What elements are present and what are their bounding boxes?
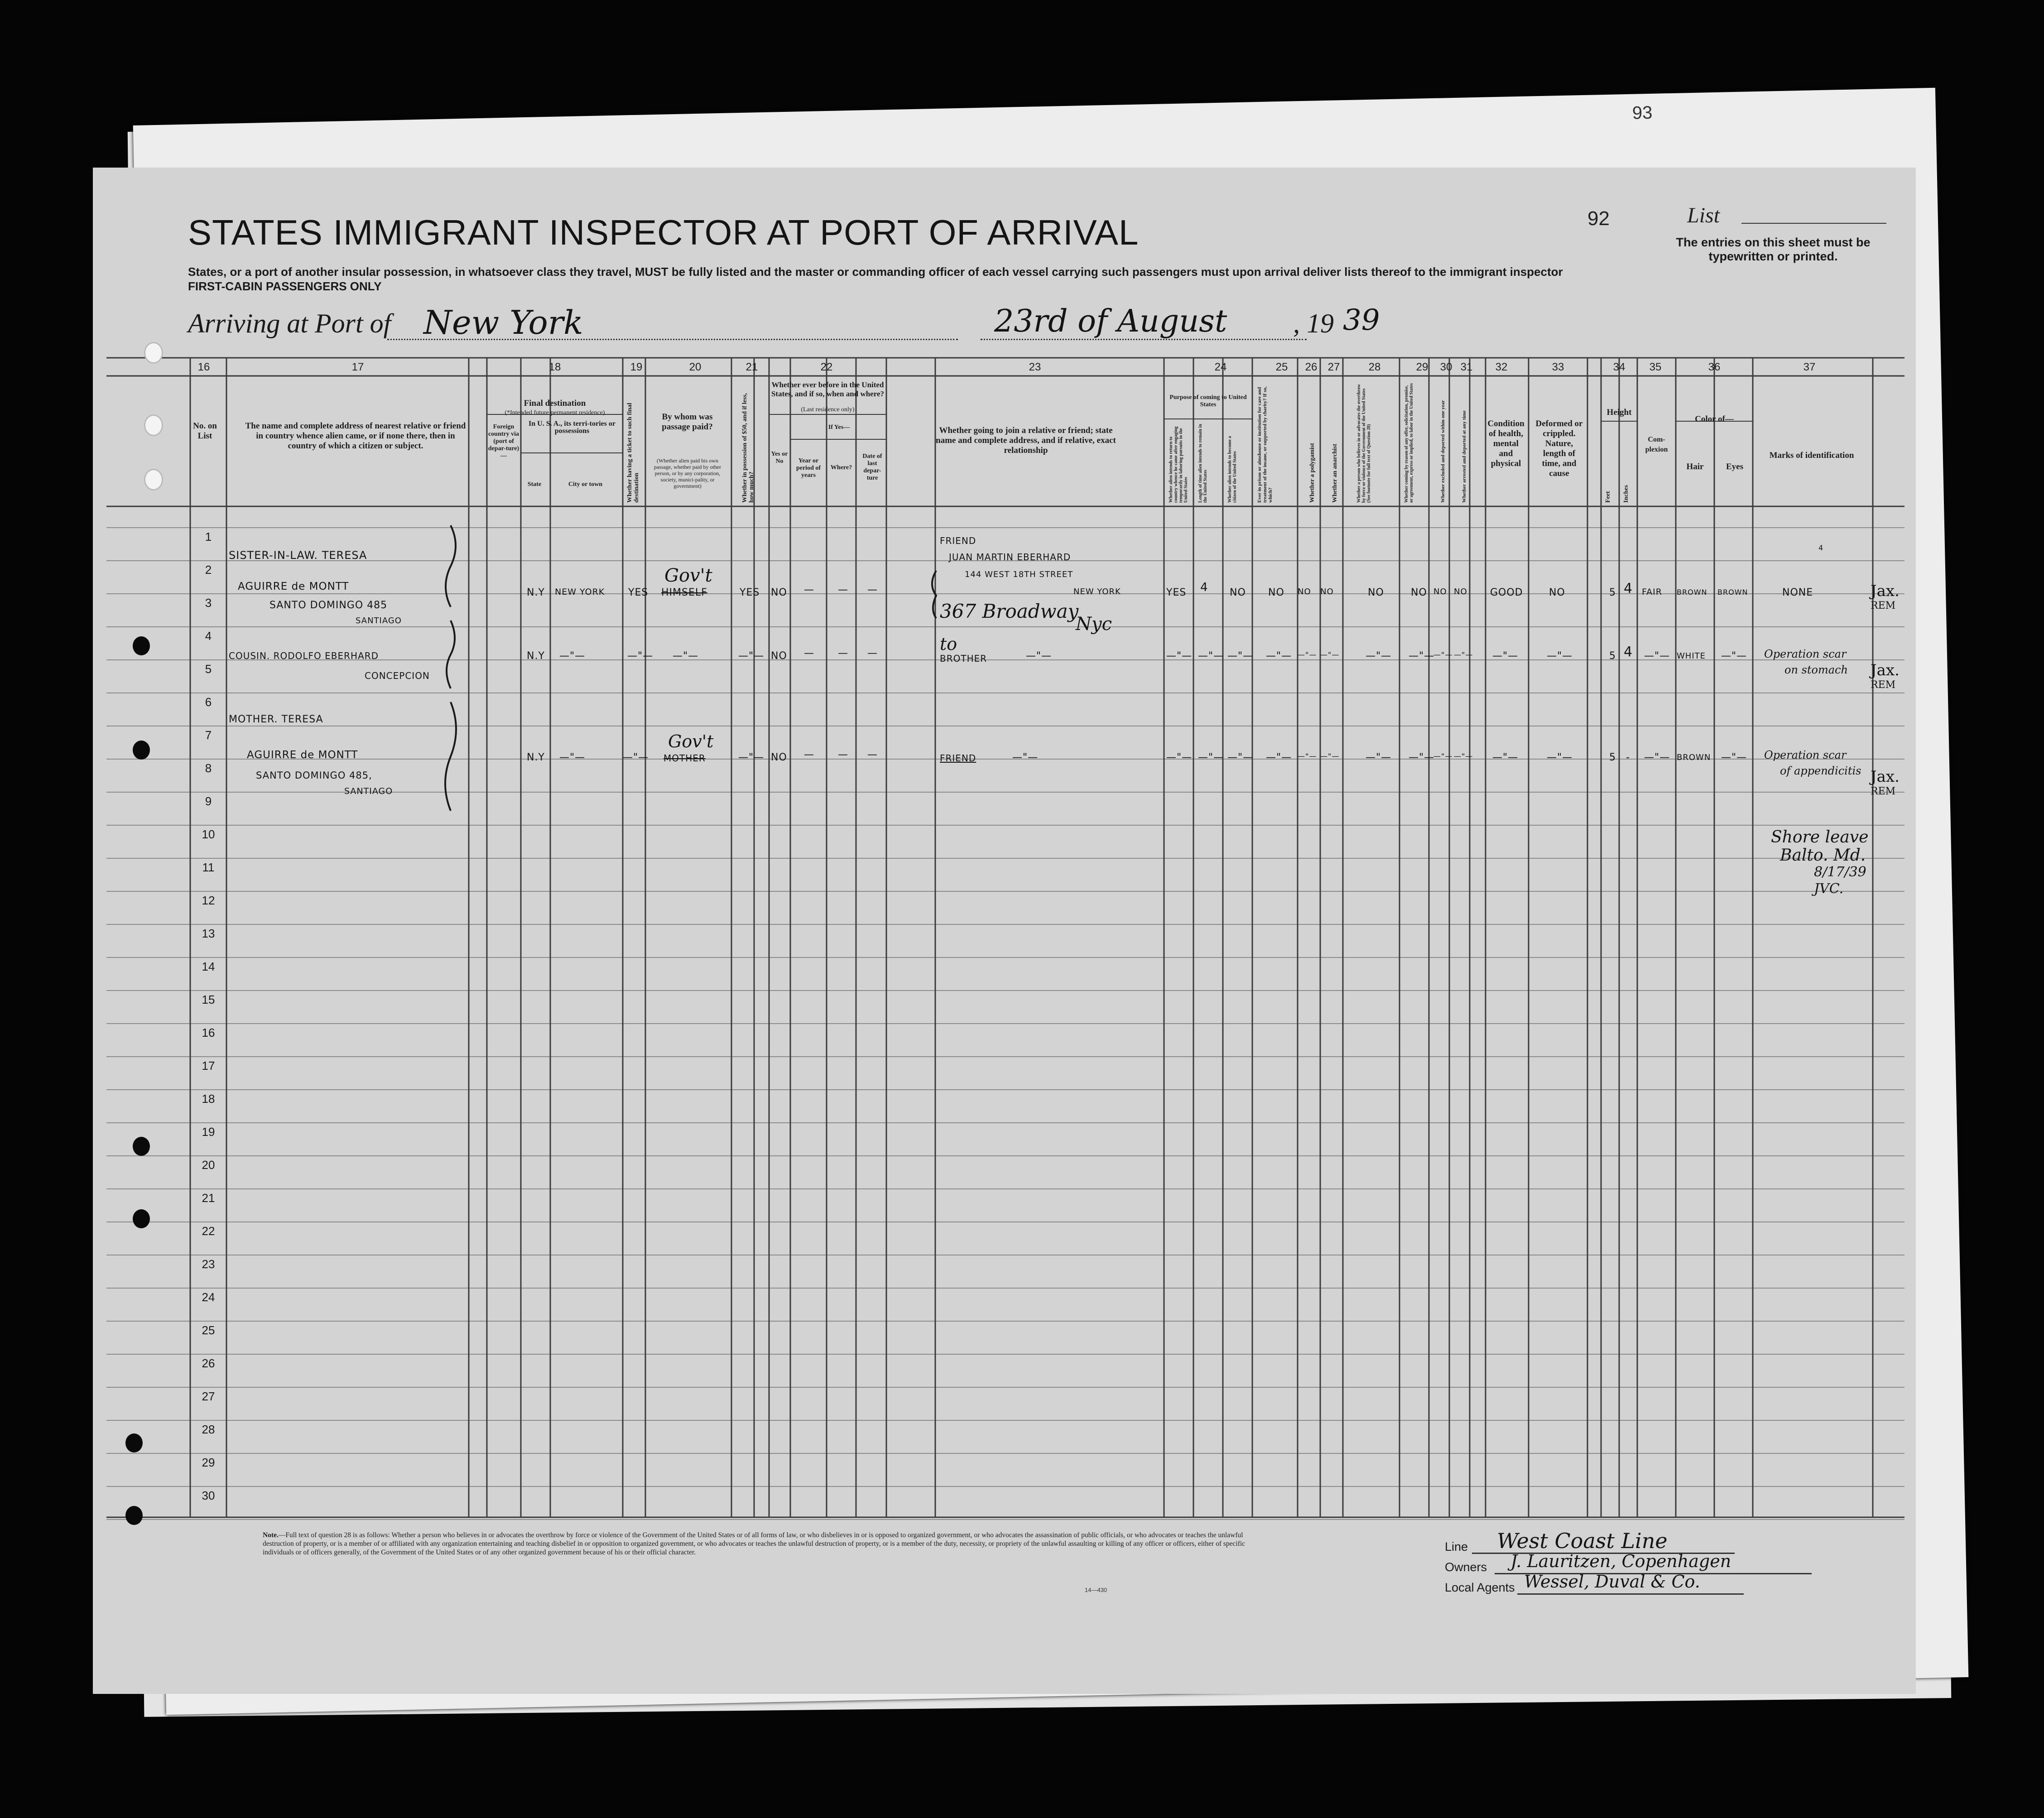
r5-before: NO xyxy=(771,650,787,662)
r7-anar-ditto: —"— xyxy=(1320,752,1340,760)
r7-q30-ditto: —"— xyxy=(1433,752,1453,760)
r3-anarchist: NO xyxy=(1320,587,1334,596)
r7-friend-ditto: —"— xyxy=(1012,752,1039,763)
r3-q31: NO xyxy=(1454,587,1467,596)
row-number: 28 xyxy=(202,1423,215,1436)
r3-paid-by: Gov't xyxy=(664,565,712,586)
row-number: 15 xyxy=(202,993,215,1006)
class-line: FIRST-CABIN PASSENGERS ONLY xyxy=(188,279,382,293)
col-26: 26 xyxy=(1305,361,1318,373)
hdr-foreign-country: Foreign country via (port of depar-ture)— xyxy=(488,423,519,459)
shore-leave-2: Balto. Md. xyxy=(1780,846,1866,865)
binder-hole xyxy=(144,342,163,364)
hdr-date-departure: Date of last depar-ture xyxy=(862,453,882,481)
col-21: 21 xyxy=(745,361,758,373)
r5-dash-1: — xyxy=(804,648,814,659)
line-label: Line xyxy=(1445,1540,1468,1553)
row-number: 23 xyxy=(202,1257,215,1271)
r3-friend-nyc: Nyc xyxy=(1076,614,1112,635)
hdr-final-destination-note: (*Intended future permanent residence) xyxy=(505,409,605,416)
r3-initials: REM xyxy=(1871,600,1896,611)
hdr-28: Whether a person who believes in or advocates the overthrow by force or violence of the Government of the United States (See footnote for full text of Question 28) xyxy=(1356,384,1371,503)
row-number: 24 xyxy=(202,1290,215,1304)
r5-possession-ditto: —"— xyxy=(738,650,765,662)
r5-city-ditto: —"— xyxy=(559,650,586,662)
r7-relative: AGUIRRE de MONTT xyxy=(247,749,358,761)
col-19: 19 xyxy=(630,361,643,373)
page-title: STATES IMMIGRANT INSPECTOR AT PORT OF ARRIVAL xyxy=(188,212,1139,252)
hdr-31: Whether arrested and deported at any time xyxy=(1462,410,1467,503)
row-number: 16 xyxy=(202,1026,215,1039)
r3-prison: NO xyxy=(1268,587,1284,598)
r3-q28: NO xyxy=(1368,587,1384,598)
r5-complexion-ditto: —"— xyxy=(1644,650,1670,662)
row-number: 21 xyxy=(202,1191,215,1205)
r7-deformed-ditto: —"— xyxy=(1547,752,1573,763)
hdr-joining: Whether going to join a relative or friend; state name and complete address, and if relative, exact relationship xyxy=(936,426,1116,455)
r5-dash-3: — xyxy=(867,648,878,659)
hdr-25: Ever in prison or almshouse or institution for care and treatment of the insane, or supported by charity? If so, which? xyxy=(1257,386,1273,503)
r5-length-ditto: —"— xyxy=(1198,650,1224,662)
binder-hole xyxy=(144,469,163,491)
row-number: 19 xyxy=(202,1125,215,1139)
r3-q30: NO xyxy=(1433,587,1447,596)
row-number: 29 xyxy=(202,1456,215,1469)
col-34: 34 xyxy=(1613,361,1626,373)
hdr-city: City or town xyxy=(568,481,603,488)
r7-length-ditto: —"— xyxy=(1198,752,1224,763)
r3-q29: NO xyxy=(1411,587,1427,598)
r5-eyes-ditto: —"— xyxy=(1721,650,1747,662)
sheet-number: 92 xyxy=(1587,207,1610,230)
col-31: 31 xyxy=(1460,361,1473,373)
row-number: 11 xyxy=(202,861,215,874)
r7-possession-ditto: —"— xyxy=(738,752,765,763)
hdr-ever-before: Whether ever before in the United States, and if so, when and where? xyxy=(771,380,885,398)
hdr-27: Whether an anarchist xyxy=(1332,443,1338,503)
r3-dash-1: — xyxy=(804,584,814,596)
hdr-state: State xyxy=(527,481,542,488)
footnote-text: —Full text of question 28 is as follows: Whether a person who believes in or advocates the overthrow by force or violence of the Government of the United States or of all forms of law, or who disbelieves in or is opposed to organized government, or who advocates the assassination of public officials, or who advocates or teaches the unlawful destruction of property, or is a member of or affiliated with any organization entertaining and teaching disbelief in or opposition to organized government, or who advocates or teaches the unlawful destruction of property, or is a member of the duty, necessity, or propriety of the unlawful assaulting or killing of any officer or officers, either of specific individuals or of officers generally, of the Government of the United States or of any other organized government because of his or their official character. xyxy=(263,1531,1246,1556)
r5-friend: BROTHER xyxy=(940,653,987,664)
r5-state: N.Y xyxy=(527,650,545,662)
row-number: 5 xyxy=(205,662,212,676)
r3-eyes: BROWN xyxy=(1717,588,1748,596)
hdr-purpose: Purpose of coming to United States xyxy=(1169,394,1247,408)
binder-hole xyxy=(133,1209,150,1228)
hdr-if-yes: If Yes— xyxy=(828,424,850,431)
row-number: 10 xyxy=(202,827,215,841)
footnote-question-28 xyxy=(263,1531,1259,1557)
r8-relative: SANTO DOMINGO 485, xyxy=(256,770,372,781)
r7-city-ditto: —"— xyxy=(559,752,586,763)
r5-purpose-ditto: —"— xyxy=(1166,650,1193,662)
binder-hole xyxy=(144,414,163,436)
col-35: 35 xyxy=(1649,361,1662,373)
hdr-30: Whether excluded and deported within one year xyxy=(1440,400,1446,503)
col-32: 32 xyxy=(1495,361,1508,373)
r7-citizen-ditto: —"— xyxy=(1227,752,1254,763)
row-number: 17 xyxy=(202,1059,215,1073)
r5-prison-ditto: —"— xyxy=(1266,650,1292,662)
row-number: 2 xyxy=(205,563,212,577)
r7-feet: 5 xyxy=(1609,752,1616,763)
r5-deformed-ditto: —"— xyxy=(1547,650,1573,662)
binder-hole xyxy=(133,636,150,655)
row-number: 12 xyxy=(202,894,215,907)
r2-friend-city: NEW YORK xyxy=(1073,587,1121,596)
row-number: 3 xyxy=(205,596,212,610)
footnote-lead: Note. xyxy=(263,1531,279,1539)
r3-deformed: NO xyxy=(1549,587,1565,598)
hdr-24c: Whether alien intends to become a citizen of the United States xyxy=(1227,436,1237,503)
col-36: 36 xyxy=(1708,361,1721,373)
r5-poly-ditto: —"— xyxy=(1298,650,1317,659)
row-number: 14 xyxy=(202,960,215,973)
row-number: 1 xyxy=(205,530,212,543)
r8b-relative: SANTIAGO xyxy=(344,786,393,796)
r5-relative: CONCEPCION xyxy=(365,670,430,681)
col-27: 27 xyxy=(1327,361,1340,373)
r5-feet: 5 xyxy=(1609,650,1616,662)
list-label: List xyxy=(1687,203,1720,227)
row-number: 4 xyxy=(205,629,212,643)
r3-relative: SANTO DOMINGO 485 xyxy=(269,600,388,611)
hdr-passage-paid: By whom was passage paid? xyxy=(662,412,713,432)
r7-marks-1: Operation scar xyxy=(1764,749,1847,761)
r3-citizen: NO xyxy=(1230,587,1246,598)
col-22: 22 xyxy=(820,361,833,373)
r5-health-ditto: —"— xyxy=(1492,650,1519,662)
hdr-final-destination: Final destination xyxy=(524,399,586,408)
r5-initials: REM xyxy=(1871,679,1896,691)
owners-value: J. Lauritzen, Copenhagen xyxy=(1510,1551,1731,1571)
hdr-24b: Length of time alien intends to remain in the United States xyxy=(1198,424,1208,503)
hdr-24a: Whether alien intends to return to country whence he came after engaging temporarily in laboring pursuits in the United States xyxy=(1169,426,1188,503)
hdr-height: Height xyxy=(1606,408,1632,417)
r3-polygamist: NO xyxy=(1298,587,1311,596)
r3-marks: NONE xyxy=(1782,587,1813,598)
hdr-nearest-relative: The name and complete address of nearest relative or friend in country whence alien came, or if none there, then in country of which a citizen or subject. xyxy=(245,421,466,451)
r3b-relative: SANTIAGO xyxy=(356,616,402,625)
back-sheet-number: 93 xyxy=(1632,102,1653,123)
r2-friend-address: 144 WEST 18TH STREET xyxy=(965,570,1073,579)
r7-friend: FRIEND xyxy=(940,753,976,764)
r7-purpose-ditto: —"— xyxy=(1166,752,1193,763)
r3-before: NO xyxy=(771,587,787,598)
r7-eyes-ditto: —"— xyxy=(1721,752,1747,763)
r7-q31-ditto: —"— xyxy=(1454,752,1473,760)
r5-marks-1: Operation scar xyxy=(1764,648,1847,660)
row-number: 30 xyxy=(202,1489,215,1502)
hdr-in-usa: In U. S. A., its terri-tories or possessions xyxy=(529,420,616,435)
r5-marks-2: on stomach xyxy=(1784,664,1848,676)
row-number: 27 xyxy=(202,1390,215,1403)
r7-state: N.Y xyxy=(527,752,545,763)
r7-dash-2: — xyxy=(838,749,848,760)
r3-length: 4 xyxy=(1200,581,1208,594)
r7-complexion-ditto: —"— xyxy=(1644,752,1670,763)
row-number: 6 xyxy=(205,695,212,709)
r7-q29-ditto: —"— xyxy=(1409,752,1435,763)
r5-dash-2: — xyxy=(838,648,848,659)
hdr-eyes: Eyes xyxy=(1726,462,1743,471)
agents-label: Local Agents xyxy=(1445,1581,1515,1594)
r5-jax: Jax. xyxy=(1871,661,1900,679)
hdr-deformed: Deformed or crippled. Nature, length of time, and cause xyxy=(1535,419,1583,478)
r2-friend: JUAN MARTIN EBERHARD xyxy=(949,552,1071,563)
r5-paid-ditto: —"— xyxy=(673,650,699,662)
r5-q30-ditto: —"— xyxy=(1433,650,1453,659)
binder-hole xyxy=(125,1506,143,1525)
hdr-complexion: Com-plexion xyxy=(1645,436,1668,453)
r3-state: N.Y xyxy=(527,587,545,598)
r5-friend-ditto: —"— xyxy=(1026,650,1052,662)
r3-feet: 5 xyxy=(1609,587,1616,598)
r7-paid-struck: MOTHER xyxy=(664,753,706,764)
year-value: 39 xyxy=(1343,303,1380,337)
shore-leave-3: 8/17/39 xyxy=(1814,864,1866,880)
r4-to: to xyxy=(940,634,957,654)
row-number: 20 xyxy=(202,1158,215,1172)
r3-city: NEW YORK xyxy=(555,587,605,597)
r6-relative: MOTHER. TERESA xyxy=(229,714,323,725)
agents-value: Wessel, Duval & Co. xyxy=(1524,1572,1700,1592)
r5-inches: 4 xyxy=(1624,644,1633,660)
r7-dash-3: — xyxy=(867,749,878,760)
hdr-year-period: Year or period of years xyxy=(796,457,821,479)
row-number: 26 xyxy=(202,1356,215,1370)
r5-q29-ditto: —"— xyxy=(1409,650,1435,662)
r3-jax: Jax. xyxy=(1871,582,1900,600)
r3-inches: 4 xyxy=(1624,581,1633,596)
col-33: 33 xyxy=(1552,361,1564,373)
date-value: 23rd of August xyxy=(994,303,1227,339)
instructions-line: States, or a port of another insular possession, in whatsoever class they travel, MUST be fully listed and the master or commanding officer of each vessel carrying such passengers must upon arrival deliver lists thereof to the immigrant inspector xyxy=(188,265,1563,279)
row-number: 13 xyxy=(202,927,215,940)
r5-q31-ditto: —"— xyxy=(1454,650,1473,659)
r3-purpose: YES xyxy=(1166,587,1187,598)
r2-relative: AGUIRRE de MONTT xyxy=(238,581,349,592)
r7-ticket-ditto: —"— xyxy=(623,752,649,763)
col-37: 37 xyxy=(1803,361,1816,373)
line-value: West Coast Line xyxy=(1497,1529,1668,1553)
r7-hair: BROWN xyxy=(1677,753,1711,762)
hdr-health: Condition of health, mental and physical xyxy=(1487,419,1525,468)
r7-jax: Jax. xyxy=(1871,768,1900,786)
port-value: New York xyxy=(423,303,583,341)
row-number: 18 xyxy=(202,1092,215,1106)
hdr-inches: Inches xyxy=(1623,485,1630,503)
col-29: 29 xyxy=(1416,361,1428,373)
typewritten-note: The entries on this sheet must be typewritten or printed. xyxy=(1676,236,1871,263)
r1-relative: SISTER-IN-LAW. TERESA xyxy=(229,549,367,562)
r1-friend: FRIEND xyxy=(940,535,976,546)
binder-hole xyxy=(125,1433,143,1452)
col-17: 17 xyxy=(351,361,364,373)
r5-citizen-ditto: —"— xyxy=(1227,650,1254,662)
r7-before: NO xyxy=(771,752,787,763)
hdr-hair: Hair xyxy=(1686,462,1704,471)
manifest-grid xyxy=(93,168,1916,1694)
r5-q28-ditto: —"— xyxy=(1366,650,1392,662)
r3-complexion: FAIR xyxy=(1642,587,1662,597)
r7-paid-by: Gov't xyxy=(668,731,714,751)
binder-hole xyxy=(133,741,150,760)
r3-friend-new: 367 Broadway xyxy=(940,600,1079,622)
col-30: 30 xyxy=(1440,361,1452,373)
r7-dash-1: — xyxy=(804,749,814,760)
hdr-passage-note: (Whether alien paid his own passage, whether paid by other person, or by any corporation, society, munici-pality, or government) xyxy=(654,457,721,489)
col-18: 18 xyxy=(548,361,561,373)
r5-ticket-ditto: —"— xyxy=(627,650,654,662)
hdr-feet: Feet xyxy=(1605,491,1611,503)
row-number: 9 xyxy=(205,794,212,808)
hdr-yes-or-no: Yes or No xyxy=(771,451,788,465)
arriving-label: Arriving at Port of xyxy=(188,308,391,338)
r3-health: GOOD xyxy=(1490,587,1523,598)
col-24: 24 xyxy=(1214,361,1227,373)
hdr-color-of: Color of— xyxy=(1695,414,1734,424)
shore-leave-4: JVC. xyxy=(1814,881,1844,897)
row-number: 25 xyxy=(202,1323,215,1337)
hdr-ever-before-note: (Last residence only) xyxy=(801,406,855,413)
r3-possession: YES xyxy=(740,587,760,598)
row-number: 7 xyxy=(205,728,212,742)
hdr-marks: Marks of identification xyxy=(1769,451,1854,460)
hdr-where: Where? xyxy=(830,464,852,471)
hdr-no-on-list: No. on List xyxy=(193,421,217,441)
binder-hole xyxy=(133,1137,150,1156)
row-number: 22 xyxy=(202,1224,215,1238)
r7-prison-ditto: —"— xyxy=(1266,752,1292,763)
col-25: 25 xyxy=(1275,361,1288,373)
r3-ticket: YES xyxy=(628,587,649,598)
year-prefix: , 19 xyxy=(1293,308,1334,338)
r3-hair: BROWN xyxy=(1677,588,1707,596)
r7-health-ditto: —"— xyxy=(1492,752,1519,763)
hdr-possession-50: Whether in possession of $50, and if less, how much? xyxy=(741,393,755,503)
hdr-26: Whether a polygamist xyxy=(1309,443,1316,503)
r5-anar-ditto: —"— xyxy=(1320,650,1340,659)
col-20: 20 xyxy=(689,361,702,373)
r4-relative: COUSIN. RODOLFO EBERHARD xyxy=(229,650,379,661)
hdr-ticket: Whether having a ticket to such final destination xyxy=(626,403,640,503)
r7-marks-2: of appendicitis xyxy=(1780,765,1861,777)
r7-inches-dash: - xyxy=(1626,752,1630,763)
r7-q28-ditto: —"— xyxy=(1366,752,1392,763)
col-23: 23 xyxy=(1029,361,1041,373)
r3-dash-3: — xyxy=(867,584,878,596)
r5-hair: WHITE xyxy=(1677,651,1706,661)
owners-label: Owners xyxy=(1445,1560,1487,1574)
r7-initials: REM xyxy=(1871,786,1896,797)
col-28: 28 xyxy=(1368,361,1381,373)
shore-leave-1: Shore leave xyxy=(1771,828,1869,846)
agents-underline xyxy=(1517,1593,1744,1595)
r7-poly-ditto: —"— xyxy=(1298,752,1317,760)
hdr-29: Whether coming by reason of any offer, solicitation, promise, or agreement, express or implied, to labor in the United States xyxy=(1404,383,1414,503)
small-four: 4 xyxy=(1818,543,1824,552)
r3-dash-2: — xyxy=(838,584,848,596)
col-16: 16 xyxy=(197,361,210,373)
r3-paid-struck: HIMSELF xyxy=(661,587,707,598)
form-number: 14—430 xyxy=(1085,1587,1107,1593)
row-number: 8 xyxy=(205,761,212,775)
manifest-sheet xyxy=(93,168,1916,1694)
